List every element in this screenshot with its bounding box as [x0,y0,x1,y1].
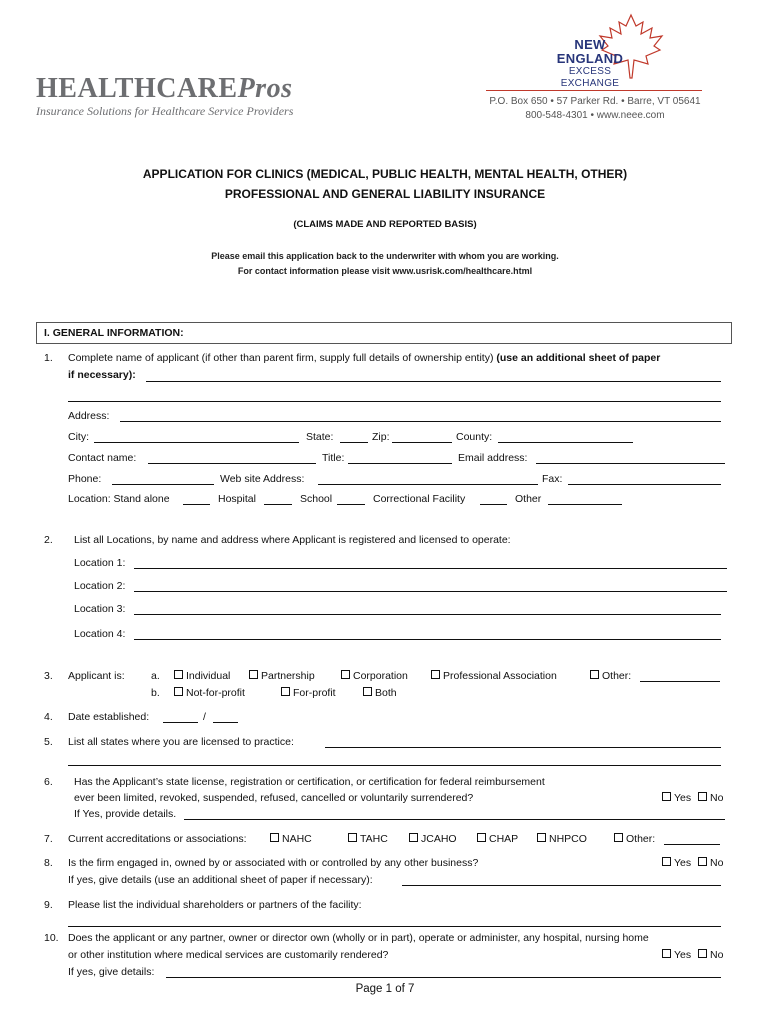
for-profit-checkbox[interactable] [281,687,336,700]
individual-checkbox[interactable] [174,670,230,683]
hospital-field[interactable] [264,504,292,505]
applicant-name-field-2[interactable] [68,401,721,402]
date-established-label: Date established: [68,711,150,723]
nhpco-checkbox[interactable] [537,833,587,846]
nahc-checkbox[interactable] [270,833,312,846]
q10-details-field[interactable] [166,977,721,978]
location2-field[interactable] [134,591,727,592]
form-basis: (CLAIMS MADE AND REPORTED BASIS) [293,219,477,230]
form-instructions [0,249,770,279]
checkbox-icon [537,833,546,842]
partnership-checkbox[interactable] [249,670,315,683]
website-field[interactable] [318,484,538,485]
jcaho-checkbox[interactable] [409,833,457,846]
checkbox-icon [698,857,707,866]
checkbox-icon [281,687,290,696]
q7-text: Current accreditations or associations: [68,833,247,845]
checkbox-icon [698,949,707,958]
page-number: Page 1 of 7 [355,983,415,995]
healthcarepros-logo [36,74,293,118]
applicant-name-field[interactable] [146,381,721,382]
shareholders-field[interactable] [68,926,721,927]
jcaho-label: JCAHO [421,833,457,845]
correctional-field[interactable] [480,504,507,505]
corporation-label: Corporation [353,670,408,682]
location4-label: Location 4: [74,628,126,640]
checkbox-icon [662,792,671,801]
location-standalone-label: Location: Stand alone [68,493,170,505]
county-field[interactable] [498,442,633,443]
city-field[interactable] [94,442,299,443]
other-type-field[interactable] [640,681,720,682]
q1-bold-note: (use an additional sheet of paper [496,352,661,364]
q3-label: Applicant is: [68,670,125,682]
q5-number: 5. [44,736,53,748]
q6-details-field[interactable] [184,819,725,820]
location3-field[interactable] [134,614,721,615]
checkbox-icon [698,792,707,801]
hc-logo-tagline: Insurance Solutions for Healthcare Service Providers [36,104,294,118]
zip-field[interactable] [392,442,452,443]
neee-address: P.O. Box 650 • 57 Parker Rd. • Barre, VT 05641 [489,96,701,107]
q9-number: 9. [44,899,53,911]
individual-label: Individual [186,670,231,682]
checkbox-icon [363,687,372,696]
neee-logo [540,38,640,90]
q3-a-label: a. [151,670,160,682]
q6-no-checkbox[interactable] [698,792,723,805]
q10-yes-checkbox[interactable] [662,949,691,962]
q10-line3: If yes, give details: [68,966,155,978]
other-type-checkbox[interactable] [590,670,631,683]
title-label: Title: [322,452,345,464]
states-field[interactable] [325,747,721,748]
q9-text: Please list the individual shareholders or partners of the facility: [68,899,362,911]
q8-number: 8. [44,857,53,869]
both-checkbox[interactable] [363,687,397,700]
contact-name-label: Contact name: [68,452,137,464]
q8-yes-label: Yes [674,857,692,869]
q10-no-label: No [710,949,724,961]
address-label: Address: [68,410,110,422]
other-accreditation-label: Other: [626,833,656,845]
q10-yes-label: Yes [674,949,692,961]
q6-yes-checkbox[interactable] [662,792,691,805]
other-location-field[interactable] [548,504,622,505]
q6-number: 6. [44,776,53,788]
for-profit-label: For-profit [293,687,336,699]
county-label: County: [456,431,493,443]
section-heading: I. GENERAL INFORMATION: [44,327,184,339]
neee-name-line2: EXCESS EXCHANGE [560,66,620,89]
q3-number: 3. [44,670,53,682]
contact-name-field[interactable] [148,463,316,464]
not-for-profit-label: Not-for-profit [186,687,245,699]
form-title [0,164,770,204]
other-location-label: Other [515,493,542,505]
checkbox-icon [341,670,350,679]
q3-b-label: b. [151,687,160,699]
header-divider [486,90,702,91]
q6-no-label: No [710,792,724,804]
neee-name-line1: NEW ENGLAND [556,37,624,66]
instructions-line1: Please email this application back to the underwriter with whom you are working. [211,251,559,261]
location1-field[interactable] [134,568,727,569]
neee-phone-web: 800-548-4301 • www.neee.com [525,110,665,121]
q8-no-checkbox[interactable] [698,857,723,870]
q1-number: 1. [44,352,53,364]
nahc-label: NAHC [282,833,312,845]
fax-label: Fax: [542,473,563,485]
date-slash: / [203,711,206,723]
correctional-label: Correctional Facility [373,493,466,505]
other-accreditation-checkbox[interactable] [614,833,655,846]
checkbox-icon [662,949,671,958]
q7-number: 7. [44,833,53,845]
neee-contact-block [470,95,720,123]
phone-field[interactable] [112,484,214,485]
checkbox-icon [174,670,183,679]
location1-label: Location 1: [74,557,126,569]
q8-line2: If yes, give details (use an additional sheet of paper if necessary): [68,874,373,886]
q5-text: List all states where you are licensed to practice: [68,736,294,748]
q10-number: 10. [44,932,59,944]
q10-line2: or other institution where medical services are customarily rendered? [68,949,389,961]
hospital-label: Hospital [218,493,256,505]
q8-no-label: No [710,857,724,869]
date-month-field[interactable] [163,722,198,723]
both-label: Both [375,687,397,699]
checkbox-icon [614,833,623,842]
tahc-checkbox[interactable] [348,833,388,846]
q2-number: 2. [44,534,53,546]
website-label: Web site Address: [220,473,305,485]
q2-text: List all Locations, by name and address where Applicant is registered and licensed to operate: [74,534,511,546]
corporation-checkbox[interactable] [341,670,408,683]
checkbox-icon [662,857,671,866]
state-field[interactable] [340,442,368,443]
address-field[interactable] [120,421,721,422]
professional-association-checkbox[interactable] [431,670,557,683]
q1-text [68,352,660,365]
chap-label: CHAP [489,833,519,845]
checkbox-icon [348,833,357,842]
location4-field[interactable] [134,639,721,640]
q10-line1: Does the applicant or any partner, owner or director own (wholly or in part), operate or administer, any hospital, nursing home [68,932,649,944]
checkbox-icon [477,833,486,842]
email-field[interactable] [536,463,725,464]
fax-field[interactable] [568,484,721,485]
form-title-line2: PROFESSIONAL AND GENERAL LIABILITY INSURANCE [224,187,546,201]
q8-line1: Is the firm engaged in, owned by or associated with or controlled by any other business? [68,857,479,869]
location2-label: Location 2: [74,580,126,592]
phone-label: Phone: [68,473,102,485]
nhpco-label: NHPCO [549,833,587,845]
not-for-profit-checkbox[interactable] [174,687,245,700]
q8-yes-checkbox[interactable] [662,857,691,870]
q1-question: Complete name of applicant (if other than parent firm, supply full details of ownership entity) [68,352,494,364]
q6-yes-label: Yes [674,792,692,804]
instructions-line2: For contact information please visit www.usrisk.com/healthcare.html [237,266,533,276]
email-label: Email address: [458,452,528,464]
checkbox-icon [431,670,440,679]
chap-checkbox[interactable] [477,833,518,846]
checkbox-icon [270,833,279,842]
checkbox-icon [174,687,183,696]
zip-label: Zip: [372,431,390,443]
other-type-label: Other: [602,670,632,682]
professional-association-label: Professional Association [443,670,557,682]
partnership-label: Partnership [261,670,315,682]
q6-line1: Has the Applicant’s state license, registration or certification, or certification for federal reimbursement [74,776,545,788]
school-label: School [300,493,333,505]
form-title-line1: APPLICATION FOR CLINICS (MEDICAL, PUBLIC HEALTH, MENTAL HEALTH, OTHER) [142,167,628,181]
checkbox-icon [409,833,418,842]
q1-bold-note-2: if necessary): [68,369,136,381]
city-label: City: [68,431,89,443]
date-year-field[interactable] [213,722,238,723]
hc-logo-suffix: Pros [237,73,293,104]
hc-logo-main: HEALTHCARE [36,73,238,104]
checkbox-icon [590,670,599,679]
tahc-label: TAHC [360,833,388,845]
q6-line2: ever been limited, revoked, suspended, refused, cancelled or voluntarily surrendered? [74,792,474,804]
title-field[interactable] [348,463,452,464]
q8-details-field[interactable] [402,885,721,886]
checkbox-icon [249,670,258,679]
state-label: State: [306,431,334,443]
standalone-field[interactable] [183,504,210,505]
other-accreditation-field[interactable] [664,844,720,845]
states-field-2[interactable] [68,765,721,766]
q10-no-checkbox[interactable] [698,949,723,962]
q6-line3: If Yes, provide details. [74,808,177,820]
school-field[interactable] [337,504,365,505]
location3-label: Location 3: [74,603,126,615]
q4-number: 4. [44,711,53,723]
